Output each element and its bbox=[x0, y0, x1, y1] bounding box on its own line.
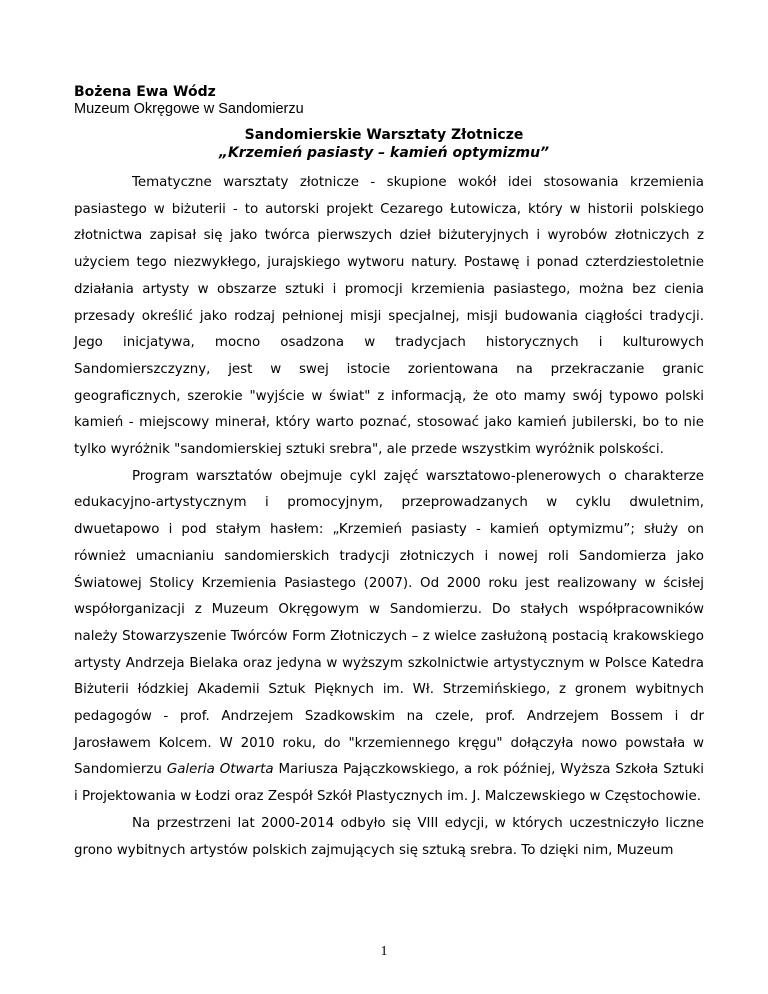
paragraph-2-text-after: Mariusza Pajączkowskiego, a rok później, Wyższa Szkoła Sztuki i Projektowania w Łodzi oraz Zespół Szkół Plastycznych im. J. Malczewskiego w Częstochowie. bbox=[74, 762, 705, 805]
body-text bbox=[74, 170, 704, 864]
document-subtitle: „Krzemień pasiasty – kamień optymizmu” bbox=[218, 145, 550, 161]
gallery-name: Galeria Otwarta bbox=[166, 762, 274, 778]
author-name: Bożena Ewa Wódz bbox=[74, 84, 216, 100]
paragraph-2-text-before: Program warsztatów obejmuje cykl zajęć warsztatowo-plenerowych o charakterze edukacyjno-artystycznym i promocyjnym, przeprowadzanych w cyklu dwuletnim, dwuetapowo i pod stałym hasłem: „Krzemień pasiasty - kamień optymizmu”; służy on również umacnianiu sandomierskich tradycji złotniczych i nowej roli Sandomierza jako Światowej Stolicy Krzemienia Pasiastego (2007). Od 2000 roku jest realizowany w ścisłej współorganizacji z Muzeum Okręgowym w Sandomierzu. Do stałych współpracowników należy Stowarzyszenie Twórców Form Złotniczych – z wielce zasłużoną postacią krakowskiego artysty Andrzeja Bielaka oraz jedyna w wyższym szkolnictwie artystycznym w Polsce Katedra Biżuterii łódzkiej Akademii Sztuk Pięknych im. Wł. Strzemińskiego, z gronem wybitnych pedagogów - prof. Andrzejem Szadkowskim na czele, prof. Andrzejem Bossem i dr Jarosławem Kolcem. W 2010 roku, do "krzemiennego kręgu" dołączyła nowo powstała w Sandomierzu bbox=[74, 468, 704, 778]
paragraph-1: Tematyczne warsztaty złotnicze - skupione wokół idei stosowania krzemienia pasiastego w biżuterii - to autorski projekt Cezarego Łutowicza, który w historii polskiego złotnictwa zapisał się jako twórca pierwszych dzieł biżuteryjnych i wyrobów złotniczych z użyciem tego niezwykłego, jurajskiego wytworu natury. Postawę i ponad czterdziestoletnie działania artysty w obszarze sztuki i promocji krzemienia pasiastego, można bez cienia przesady określić jako rodzaj pełnionej misji specjalnej, misji budowania ciągłości tradycji. Jego inicjatywa, mocno osadzona w tradycjach historycznych i kulturowych Sandomierszczyzny, jest w swej istocie zorientowana na przekraczanie granic geograficznych, szerokie "wyjście w świat" z informacją, że oto mamy swój typowo polski kamień - miejscowy minerał, który warto poznać, stosować jako kamień jubilerski, bo to nie tylko wyróżnik "sandomierskiej sztuki srebra", ale przede wszystkim wyróżnik polskości. bbox=[74, 175, 704, 458]
paragraph-2 bbox=[74, 464, 704, 811]
paragraph-3: Na przestrzeni lat 2000-2014 odbyło się VIII edycji, w których uczestniczyło liczne grono wybitnych artystów polskich zajmujących się sztuką srebra. To dzięki nim, Muzeum bbox=[74, 815, 704, 858]
document-title: Sandomierskie Warsztaty Złotnicze bbox=[244, 127, 524, 143]
author-institution: Muzeum Okręgowe w Sandomierzu bbox=[74, 101, 304, 117]
page-number: 1 bbox=[380, 944, 388, 959]
